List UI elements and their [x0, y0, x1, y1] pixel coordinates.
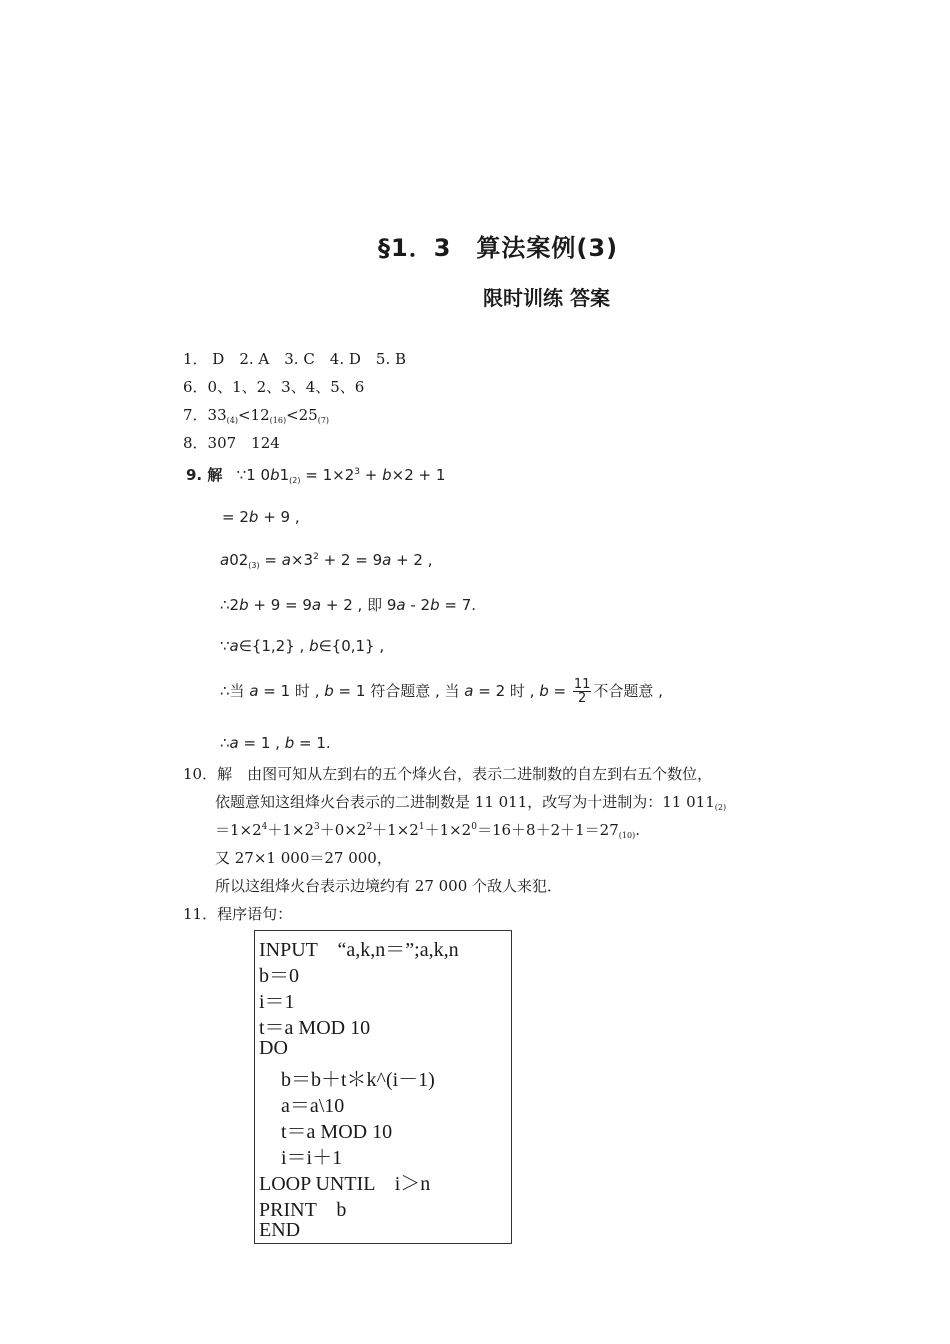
page-subtitle: 限时训练 答案: [483, 286, 610, 310]
q9-line-2: = 2b + 9 ,: [222, 508, 300, 526]
page-title: §1．3 算法案例(3): [378, 234, 619, 262]
answer-line-1: 1． D 2. A 3. C 4. D 5. B: [183, 350, 407, 368]
code-line: LOOP UNTIL i＞n: [259, 1173, 431, 1195]
code-line: END: [259, 1219, 301, 1241]
code-line: i＝i＋1: [281, 1147, 343, 1169]
code-line: INPUT “a,k,n＝”;a,k,n: [259, 939, 459, 961]
code-line: PRINT b: [259, 1199, 347, 1221]
q10-line-4: 又 27×1 000＝27 000，: [215, 849, 392, 867]
q9-line-7: ∴a = 1 , b = 1.: [220, 734, 331, 752]
code-line: DO: [259, 1037, 288, 1059]
code-line: a＝a\10: [281, 1095, 345, 1117]
q9-line-5: ∵a∈{1,2} , b∈{0,1} ,: [220, 637, 385, 655]
program-code-box: [254, 930, 512, 1244]
answer-line-8: 8．307 124: [183, 434, 280, 452]
code-line: t＝a MOD 10: [259, 1017, 371, 1039]
answer-line-7: 7．$33_{(4)}<12_{(16)}<25_{(7)}$: [183, 406, 330, 425]
q9-line-4: ∴2b + 9 = 9a + 2 , 即 9a - 2b = 7.: [220, 596, 477, 614]
q9-line-3: $a02_{(3)} = a\times 3^2 + 2 = 9a + 2$ ,: [220, 551, 433, 570]
q10-line-3: $=1\times 2^4+1\times 2^3+0\times 2^2+1\times 2^1+1\times 2^0=16+8+2+1=27_{(10)}$.: [215, 821, 640, 840]
q10-line-5: 所以这组烽火台表示边境约有 27 000 个敌人来犯．: [215, 877, 563, 895]
answer-line-6: 6．0、1、2、3、4、5、6: [183, 378, 365, 396]
q10-line-1: 10．解 由图可知从左到右的五个烽火台，表示二进制数的自左到右五个数位，: [183, 765, 713, 783]
code-line: t＝a MOD 10: [281, 1121, 393, 1143]
q9-line-1: 9. 解 ∵1 $0b1_{(2)} = 1\times 2^3 + b\times 2 + 1$: [186, 466, 446, 485]
fraction-11-over-2: $\frac{11}{2}$: [573, 677, 591, 706]
code-line: b＝0: [259, 965, 299, 987]
code-line: i＝1: [259, 991, 295, 1013]
q9-line-6: ∴当 a = 1 时 , b = 1 符合题意 , 当 a = 2 时 , b = $\frac{11}{2}$ 不合题意 ,: [220, 677, 663, 706]
code-line: b＝b＋t＊k^(i－1): [281, 1069, 435, 1091]
q10-line-2: 依题意知这组烽火台表示的二进制数是 11 011，改写为十进制为：11 $011_{(2)}$: [215, 793, 727, 812]
q11-label: 11．程序语句：: [183, 905, 293, 923]
